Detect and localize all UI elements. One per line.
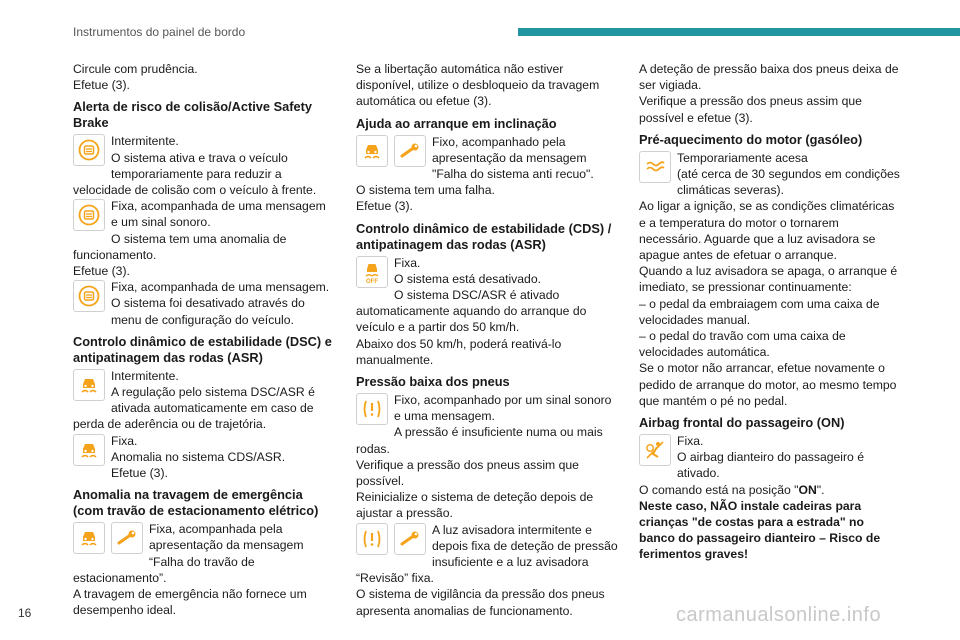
section-title-collision-alert: Alerta de risco de colisão/Active Safety Brake [73, 99, 312, 131]
indicator-block [356, 522, 618, 619]
paragraph: O airbag dianteiro do passageiro é ativado. [677, 450, 864, 481]
collision-alert-icon [73, 199, 105, 231]
section-title-passenger-airbag: Airbag frontal do passageiro (ON) [639, 415, 845, 431]
paragraph: Fixa. [111, 433, 138, 448]
collision-alert-icon [73, 280, 105, 312]
indicator-block [73, 368, 335, 433]
wrench-icon [394, 523, 426, 555]
paragraph: Temporariamente acesa [677, 150, 808, 165]
paragraph: O sistema tem uma anomalia de funcionamento. [73, 231, 287, 262]
paragraph: Anomalia no sistema CDS/ASR. [111, 449, 286, 464]
off-label: OFF [366, 278, 378, 284]
paragraph: Intermitente. [111, 134, 179, 149]
command-prefix: O comando está na posição " [639, 482, 799, 497]
indicator-block [639, 150, 901, 199]
section-title-low-tyre-pressure: Pressão baixa dos pneus [356, 374, 510, 390]
command-on: ON [798, 482, 817, 497]
paragraph: A pressão é insuficiente numa ou mais rodas. [356, 425, 603, 456]
paragraph: A deteção de pressão baixa dos pneus deixa de ser vigiada. [639, 62, 899, 93]
section-title-hill-start-assist: Ajuda ao arranque em inclinação [356, 115, 557, 131]
page-number: 16 [18, 606, 32, 620]
paragraph: Abaixo dos 50 km/h, poderá reativá-lo manualmente. [356, 336, 562, 367]
paragraph: O sistema de vigilância da pressão dos pneus apresenta anomalias de funcionamento. [356, 587, 605, 618]
column-3 [639, 61, 901, 563]
indicator-block [73, 433, 335, 482]
paragraph: O sistema foi desativado através do menu de configuração do veículo. [111, 296, 305, 327]
tyre-pressure-icon [356, 393, 388, 425]
paragraph: Efetue (3). [111, 466, 168, 481]
section-title-emergency-braking: Anomalia na travagem de emergência (com travão de estacionamento elétrico) [73, 487, 319, 519]
paragraph: O sistema está desativado. [394, 271, 541, 286]
wrench-icon [111, 522, 143, 554]
column-1 [73, 61, 335, 618]
paragraph: A travagem de emergência não fornece um desempenho ideal. [73, 587, 307, 618]
skid-car-icon [73, 522, 105, 554]
collision-alert-icon [73, 134, 105, 166]
paragraph: Fixa. [677, 434, 704, 449]
paragraph: – o pedal da embraiagem com uma caixa de velocidades manual. [639, 296, 880, 327]
paragraph: Efetue (3). [356, 199, 413, 214]
skid-car-icon [73, 369, 105, 401]
paragraph: Verifique a pressão dos pneus assim que possível e efetue (3). [639, 94, 862, 125]
paragraph: Efetue (3). [73, 78, 130, 93]
command-suffix: ". [816, 482, 825, 497]
passenger-airbag-icon [639, 434, 671, 466]
paragraph: Se o motor não arrancar, efetue novamente o pedido de arranque do motor, ao mesmo tempo que mantém o pé no pedal. [639, 361, 897, 408]
indicator-block [73, 279, 335, 328]
paragraph: A luz avisadora intermitente e depois fixa de deteção de pressão insuficiente e a luz avisadora “Revisão” fixa. [356, 522, 618, 586]
airbag-warning: Neste caso, NÃO instale cadeiras para crianças "de costas para a estrada" no banco do passageiro dianteiro – Risco de ferimentos graves! [639, 498, 881, 562]
indicator-block [73, 133, 335, 198]
header-title: Instrumentos do painel de bordo [73, 25, 246, 39]
paragraph: A regulação pelo sistema DSC/ASR é ativada automaticamente em caso de perda de aderência ou de trajetória. [73, 385, 315, 432]
wrench-icon [394, 135, 426, 167]
paragraph: O sistema DSC/ASR é ativado automaticamente aquando do arranque do veículo e a partir dos 50 km/h. [356, 288, 587, 335]
watermark: carmanualsonline.info [676, 604, 882, 626]
section-title-dsc-asr: Controlo dinâmico de estabilidade (DSC) e antipatinagem das rodas (ASR) [73, 333, 332, 365]
glow-plug-icon [639, 151, 671, 183]
paragraph: Efetue (3). [73, 264, 130, 279]
paragraph: Ao ligar a ignição, se as condições climatéricas e a temperatura do motor o tornarem necessário. Aguarde que a luz avisadora se apague antes de efetuar o arranque. [639, 199, 895, 263]
indicator-block [356, 134, 618, 215]
paragraph: Reinicialize o sistema de deteção depois de ajustar a pressão. [356, 490, 594, 521]
paragraph: Se a libertação automática não estiver disponível, utilize o desbloqueio da travagem automática ou efetue (3). [356, 62, 600, 109]
paragraph: O sistema ativa e trava o veículo temporariamente para reduzir a velocidade de colisão com o veículo à frente. [73, 150, 317, 198]
indicator-block [639, 433, 901, 482]
section-title-preheating: Pré-aquecimento do motor (gasóleo) [639, 131, 863, 147]
column-2 [356, 61, 618, 619]
indicator-block [356, 255, 618, 368]
header-accent-bar [518, 28, 960, 36]
paragraph: (até cerca de 30 segundos em condições climáticas severas). [677, 167, 900, 198]
paragraph: Fixa, acompanhada de uma mensagem e um sinal sonoro. [111, 199, 326, 230]
paragraph: Verifique a pressão dos pneus assim que possível. [356, 457, 579, 489]
tyre-pressure-icon [356, 523, 388, 555]
skid-car-off-icon [356, 256, 388, 288]
paragraph: Fixo, acompanhado por um sinal sonoro e uma mensagem. [394, 393, 612, 424]
skid-car-icon [73, 434, 105, 466]
paragraph: Fixa, acompanhada pela apresentação da mensagem “Falha do travão de estacionamento”. [73, 522, 304, 585]
paragraph: Quando a luz avisadora se apaga, o arranque é imediato, se pressionar continuamente: [639, 264, 898, 295]
paragraph: Fixa. [394, 255, 421, 270]
paragraph: Circule com prudência. [73, 62, 198, 76]
indicator-block [73, 198, 335, 279]
paragraph: Fixo, acompanhado pela apresentação da mensagem "Falha do sistema anti recuo". [432, 134, 594, 182]
paragraph: Intermitente. [111, 368, 179, 383]
paragraph: Fixa, acompanhada de uma mensagem. [111, 280, 330, 295]
skid-car-icon [356, 135, 388, 167]
paragraph: O sistema tem uma falha. [356, 183, 495, 198]
paragraph: – o pedal do travão com uma caixa de velocidades automática. [639, 329, 846, 360]
indicator-block [73, 521, 335, 618]
indicator-block [356, 392, 618, 522]
airbag-command-paragraph [639, 482, 901, 498]
section-title-cds-asr: Controlo dinâmico de estabilidade (CDS) / antipatinagem das rodas (ASR) [356, 220, 612, 252]
